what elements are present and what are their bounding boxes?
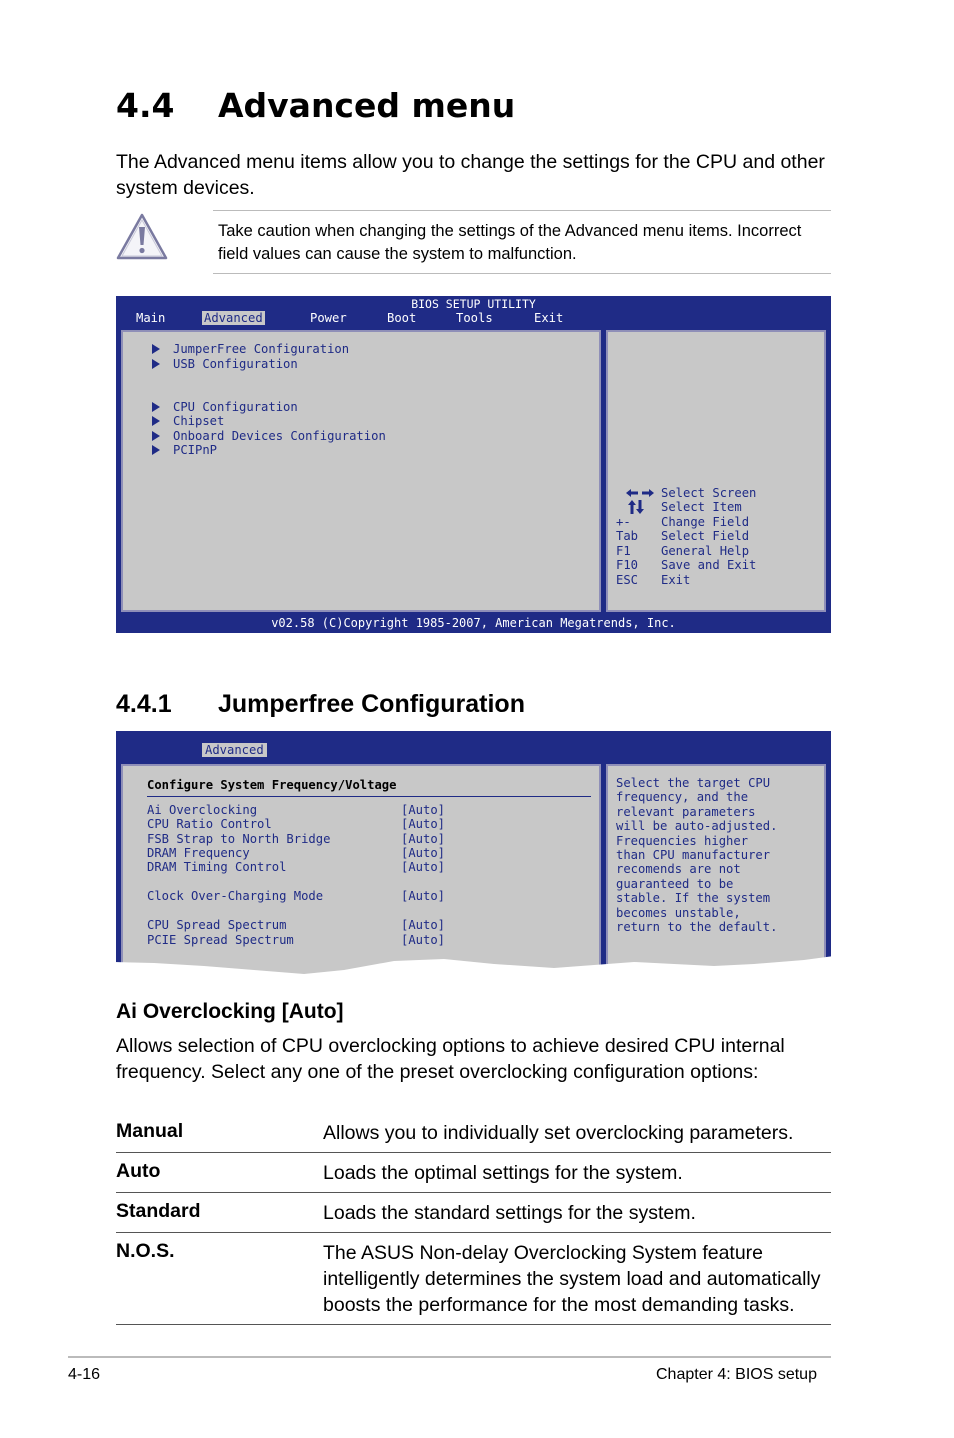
subsection-heading: [116, 690, 525, 719]
options-table: [116, 1117, 831, 1325]
submenu-arrow-icon: [152, 416, 160, 426]
option-value[interactable]: [Auto]: [401, 817, 446, 831]
bios-main-panel: [121, 330, 601, 612]
option-dram-frequency[interactable]: DRAM Frequency: [147, 846, 250, 860]
option-cpu-ratio[interactable]: CPU Ratio Control: [147, 817, 272, 831]
submenu-arrow-icon: [152, 431, 160, 441]
option-description: The ASUS Non-delay Overclocking System feature intelligently determines the system load and automatically boosts the performance for the most demanding tasks.: [323, 1242, 821, 1316]
subsection-number: 4.4.1: [116, 690, 172, 718]
table-row: [116, 1157, 831, 1193]
submenu-arrow-icon: [152, 344, 160, 354]
caution-note: [213, 210, 831, 274]
bios-item-pcipnp[interactable]: PCIPnP: [173, 443, 217, 457]
option-value[interactable]: [Auto]: [401, 803, 446, 817]
section-number: 4.4: [116, 86, 175, 125]
bios-menu-power[interactable]: Power: [310, 311, 347, 325]
table-row: [116, 1117, 831, 1153]
option-value[interactable]: [Auto]: [401, 933, 446, 947]
key-desc-exit: Exit: [661, 573, 691, 587]
option-description: Loads the standard settings for the system.: [323, 1202, 696, 1224]
option-name: Standard: [116, 1200, 201, 1222]
option-ai-overclocking[interactable]: Ai Overclocking: [147, 803, 258, 817]
bios-menu-main[interactable]: Main: [136, 311, 166, 325]
bios-menu-exit[interactable]: Exit: [534, 311, 564, 325]
bios-section-title: Configure System Frequency/Voltage: [147, 778, 397, 792]
bios-screen-jumperfree: [116, 731, 831, 989]
footer-rule: [68, 1356, 831, 1358]
caution-text: Take caution when changing the settings of the Advanced menu items. Incorrect field values can cause the system to malfunction.: [218, 222, 802, 263]
bios-menu-advanced[interactable]: Advanced: [204, 311, 263, 325]
key-desc-general-help: General Help: [661, 544, 750, 558]
help-text: Select the target CPU frequency, and the relevant parameters will be auto-adjusted. Frequencies higher than CPU manufacturer recomends are not guaranteed to be stable. If the system becomes unstable, return to the default.: [616, 776, 778, 935]
option-value[interactable]: [Auto]: [401, 846, 446, 860]
option-value[interactable]: [Auto]: [401, 832, 446, 846]
key-plus-minus: +-: [616, 515, 631, 529]
option-cpu-spread[interactable]: CPU Spread Spectrum: [147, 918, 287, 932]
key-esc: ESC: [616, 573, 639, 587]
table-row: [116, 1237, 831, 1325]
key-f1: F1: [616, 544, 631, 558]
bios-tab-advanced[interactable]: Advanced: [202, 743, 267, 757]
bios-menu-bar: [116, 731, 831, 759]
key-desc-change-field: Change Field: [661, 515, 750, 529]
bios-item-usb[interactable]: USB Configuration: [173, 357, 298, 371]
option-value[interactable]: [Auto]: [401, 918, 446, 932]
key-tab: Tab: [616, 529, 639, 543]
option-description: Loads the optimal settings for the system.: [323, 1162, 683, 1184]
ai-overclocking-description: Allows selection of CPU overclocking options to achieve desired CPU internal frequency. Select any one of the preset overclocking configuration options:: [116, 1035, 785, 1083]
key-desc-select-screen: Select Screen: [661, 486, 757, 500]
key-desc-select-field: Select Field: [661, 529, 750, 543]
warning-icon: [115, 212, 169, 262]
key-desc-select-item: Select Item: [661, 500, 742, 514]
option-fsb-strap[interactable]: FSB Strap to North Bridge: [147, 832, 331, 846]
option-name: Auto: [116, 1160, 161, 1182]
bios-item-jumperfree[interactable]: JumperFree Configuration: [173, 342, 349, 356]
bios-item-onboard[interactable]: Onboard Devices Configuration: [173, 429, 386, 443]
bios-menu-tools[interactable]: Tools: [456, 311, 493, 325]
bios-menu-boot[interactable]: Boot: [387, 311, 417, 325]
divider: [147, 796, 591, 797]
left-right-arrows-icon: [626, 488, 654, 498]
option-description: Allows you to individually set overclocking parameters.: [323, 1122, 794, 1144]
table-row: [116, 1197, 831, 1233]
submenu-arrow-icon: [152, 445, 160, 455]
submenu-arrow-icon: [152, 359, 160, 369]
option-value[interactable]: [Auto]: [401, 889, 446, 903]
subsection-title: Jumperfree Configuration: [218, 690, 525, 718]
option-pcie-spread[interactable]: PCIE Spread Spectrum: [147, 933, 294, 947]
bios-screen-advanced: [116, 296, 831, 633]
chapter-label: Chapter 4: BIOS setup: [656, 1366, 817, 1383]
key-desc-save-exit: Save and Exit: [661, 558, 757, 572]
section-heading: [116, 86, 515, 125]
bios-item-chipset[interactable]: Chipset: [173, 414, 224, 428]
intro-paragraph: The Advanced menu items allow you to change the settings for the CPU and other system devices.: [116, 151, 825, 199]
option-clock-over-charging[interactable]: Clock Over-Charging Mode: [147, 889, 324, 903]
bios-item-cpu[interactable]: CPU Configuration: [173, 400, 298, 414]
section-title: Advanced menu: [218, 86, 516, 125]
submenu-arrow-icon: [152, 402, 160, 412]
torn-edge: [114, 956, 834, 996]
option-name: Manual: [116, 1120, 184, 1142]
key-f10: F10: [616, 558, 639, 572]
bios-copyright: v02.58 (C)Copyright 1985-2007, American Megatrends, Inc.: [271, 616, 676, 630]
page-number: 4-16: [68, 1366, 101, 1383]
up-down-arrows-icon: [628, 500, 644, 514]
ai-overclocking-heading: Ai Overclocking [Auto]: [116, 1000, 344, 1023]
option-dram-timing[interactable]: DRAM Timing Control: [147, 860, 287, 874]
bios-body: [116, 759, 831, 989]
bios-help-panel: [606, 330, 826, 612]
option-value[interactable]: [Auto]: [401, 860, 446, 874]
bios-title: BIOS SETUP UTILITY: [411, 297, 536, 311]
option-name: N.O.S.: [116, 1240, 175, 1262]
